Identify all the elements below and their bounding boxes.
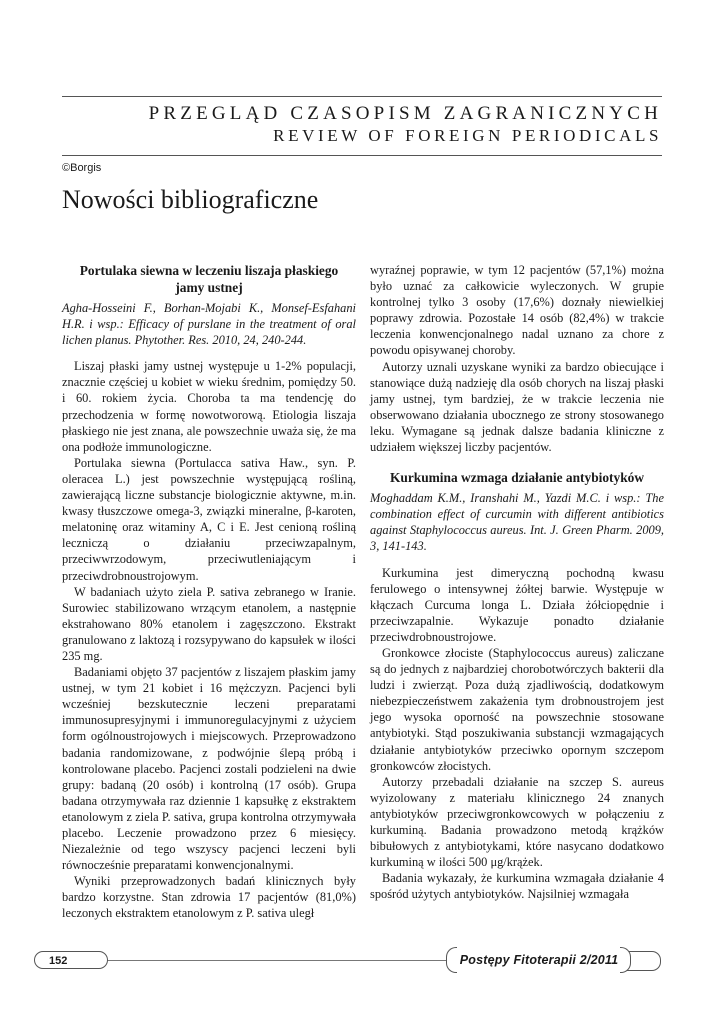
article1-citation: Agha-Hosseini F., Borhan-Mojabi K., Monsef-Esfahani H.R. i wsp.: Efficacy of purslane in the treatment of oral lichen planus. Phytother. Res. 2010, 24, 240-244. [62,301,356,348]
article2-paragraph-4: Badania wykazały, że kurkumina wzmagała działanie 4 spośród użytych antybiotyków. Najsilniej wzmagała [370,871,664,902]
article1-paragraph-2: Portulaka siewna (Portulacca sativa Haw., syn. P. oleracea L.) jest powszechnie występującą rośliną, zawierającą liczne substancje biologicznie aktywne, m.in. kwasy tłuszczowe omega-3, związki mineralne, β-karoten, melatoninę oraz witaminy A, C i E. Jest cenioną rośliną leczniczą o działaniu przeciwzapalnym, przeciwwrzodowym, przeciwutleniającym i przeciwdrobnoustrojowym. [62,455,356,583]
copyright-notice: ©Borgis [62,162,102,174]
left-column [62,262,356,922]
footer-end-cap [626,951,661,971]
article2-paragraph-1: Kurkumina jest dimeryczną pochodną kwasu ferulowego o intensywnej żółtej barwie. Występuje w kłączach Curcuma longa L. Działa żółciopędnie i przeciwzapalnie. Wykazuje ponadto działanie przeciwdrobnoustrojowe. [370,565,664,644]
article2-title: Kurkumina wzmaga działanie antybiotyków [389,470,645,486]
article1-paragraph-4: Badaniami objęto 37 pacjentów z liszajem płaskim jamy ustnej, w tym 21 kobiet i 16 mężczyzn. Pacjenci byli wcześniej bezskutecznie leczeni preparatami immunosupresyjnymi i immunoregulacyjnymi z użyciem form ogólnoustrojowych i miejscowych. Przeprowadzono badania randomizowane, z podwójnie ślepą próbą i kontrolowane placebo. Pacjenci zostali podzieleni na dwie grupy: badaną (20 osób) i kontrolną (17 osób). Grupa badana otrzymywała raz dziennie 1 kapsułkę z ekstraktem etanolowym z ziela P. sativa, grupa kontrolna otrzymywała placebo. Leczenie prowadzono przez 6 miesięcy. Niezależnie od tego wszyscy pacjenci leczeni byli równocześnie preparatami konwencjonalnymi. [62,665,356,873]
article1-paragraph-1: Liszaj płaski jamy ustnej występuje u 1-2% populacji, znacznie częściej u kobiet w wieku średnim, pomiędzy 50. i 60. rokiem życia. Choroba ta ma tendencję do przechodzenia w formę nowotworową. Etiologia liszaja płaskiego nie jest znana, ale powszechnie uważa się, że ma ona podłoże immunologiczne. [62,359,356,454]
article1-paragraph-6: wyraźnej poprawie, w tym 12 pacjentów (57,1%) można było uznać za całkowicie wyleczonych. W grupie kontrolnej tylko 3 osoby (17,6%) doznały niewielkiej poprawy zdrowia. Pozostałe 14 osób (82,4%) w trakcie leczenia konwencjonalnego nadal uznano za chore z powodu opisywanej choroby. [370,263,664,358]
article1-paragraph-5: Wyniki przeprowadzonych badań klinicznych były bardzo korzystne. Stan zdrowia 17 pacjentów (81,0%) leczonych ekstraktem etanolowym z P. sativa uległ [62,874,356,921]
article1-title: Portulaka siewna w leczeniu liszaja płaskiego jamy ustnej [79,263,339,295]
header-bottom-rule [62,155,662,156]
article1-paragraph-3: W badaniach użyto ziela P. sativa zebranego w Iranie. Surowiec stabilizowano wrzącym etanolem, a następnie ekstrahowano 80% etanolem i zagęszczono. Ekstrakt granulowano z laktozą i rozsypywano do kapsułek w ilości 235 mg. [62,584,356,663]
article2-citation: Moghaddam K.M., Iranshahi M., Yazdi M.C. i wsp.: The combination effect of curcumin with different antibiotics against Staphylococcus aureus. Int. J. Green Pharm. 2009, 3, 141-143. [370,491,664,554]
header-title-en: REVIEW OF FOREIGN PERIODICALS [273,126,662,145]
page-number: 152 [34,951,108,969]
header-title-pl: PRZEGLĄD CZASOPISM ZAGRANICZNYCH [148,103,662,124]
header-top-rule [62,96,662,97]
article2-paragraph-3: Autorzy przebadali działanie na szczep S. aureus wyizolowany z materiału klinicznego 24 znanych antybiotyków przeciwgronkowcowych w połączeniu z kurkuminą. Badania prowadzono metodą krążków bibułowych z antybiotykami, które nasycano dodatkowo kurkuminą w ilości 500 μg/krążek. [370,774,664,870]
article1-paragraph-7: Autorzy uznali uzyskane wyniki za bardzo obiecujące i stanowiące dużą nadzieję dla osób chorych na liszaj płaski jamy ustnej, tym bardziej, że w trakcie leczenia nie obserwowano działania ubocznego ze strony stosowanego leku. Wymagane są jednak dalsze badania kliniczne z udziałem większej liczby pacjentów. [370,359,664,455]
section-title: Nowości bibliograficzne [62,185,319,214]
right-column [370,262,664,902]
article2-paragraph-2: Gronkowce złociste (Staphylococcus aureus) zaliczane są do jednych z najbardziej chorobotwórczych bakterii dla ludzi i zwierząt. Poza dużą zjadliwością, dodatkowym niebezpieczeństwem zakażenia tym drobnoustrojem jest jego wysoka oporność na powszechnie stosowane antybiotyki. Stąd poszukiwania substancji wzmagających działanie antybiotyków przeciwko opornym szczepom gronkowców złocistych. [370,645,664,773]
journal-name: Postępy Fitoterapii 2/2011 [454,950,624,970]
